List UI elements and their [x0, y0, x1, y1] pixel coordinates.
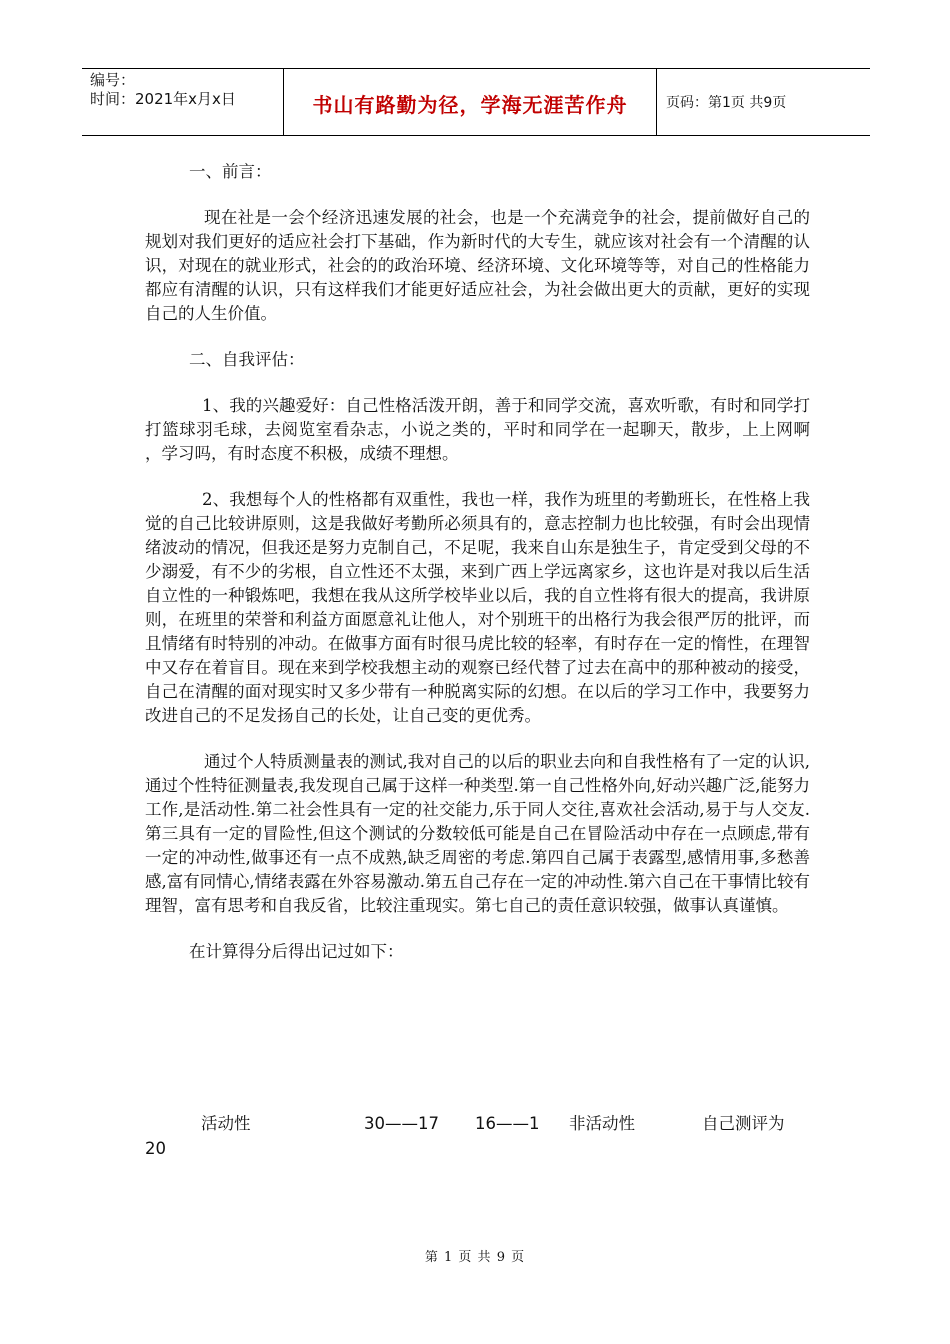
calc-intro: 在计算得分后得出记过如下：: [189, 942, 404, 961]
serial-number-label: 编号：: [90, 71, 136, 89]
interests-paragraph: 1、我的兴趣爱好：自己性格活泼开朗，善于和同学交流，喜欢听歌，有时和同学打打篮球羽毛球，去阅览室看杂志，小说之类的，平时和同学在一起聊天，散步，上上网啊 ，学习吗，有时态度不积极，成绩不理想。: [145, 396, 810, 463]
page-footer: 第 1 页 共 9 页: [424, 1250, 526, 1265]
spacer: [145, 918, 810, 940]
personality-paragraph: 2、我想每个人的性格都有双重性，我也一样，我作为班里的考勤班长，在性格上我觉的自己比较讲原则，这是我做好考勤所必须具有的，意志控制力也比较强，有时会出现情绪波动的情况，但我还是努力克制自己，不足呢，我来自山东是独生子，肯定受到父母的不少溺爱，有不少的劣根，自立性还不太强，来到广西上学远离家乡，这也许是对我以后生活自立性的一种锻炼吧，我想在我从这所学校毕业以后，我的自立性将有很大的提高，我讲原则，在班里的荣誉和利益方面愿意礼让他人，对个别班干的出格行为我会很严厉的批评，而且情绪有时特别的冲动。在做事方面有时很马虎比较的轻率，有时存在一定的惰性，在理智中又存在着盲目。现在来到学校我想主动的观察已经代替了过去在高中的那种被动的接受，自己在清醒的面对现实时又多少带有一种脱离实际的幻想。在以后的学习工作中，我要努力改进自己的不足发扬自己的长处，让自己变的更优秀。: [145, 490, 810, 725]
spacer: [145, 728, 810, 750]
header-table: [82, 68, 870, 136]
document-body: [145, 160, 810, 964]
preface-paragraph: 现在社是一会个经济迅速发展的社会，也是一个充满竞争的社会，提前做好自己的规划对我们更好的适应社会打下基础，作为新时代的大专生，就应该对社会有一个清醒的认识，对现在的就业形式，社会的的政治环境、经济环境、文化环境等等，对自己的性格能力都应有清醒的认识，只有这样我们才能更好适应社会，为社会做出更大的贡献，更好的实现自己的人生价值。: [145, 208, 810, 323]
header-page-number: 页码：第1页 共9页: [666, 95, 787, 111]
spacer: [145, 466, 810, 488]
self-score-value: 20: [145, 1139, 166, 1158]
header-motto: 书山有路勤为径，学海无涯苦作舟: [284, 69, 657, 135]
test-paragraph: 通过个人特质测量表的测试,我对自己的以后的职业去向和自我性格有了一定的认识,通过个性特征测量表,我发现自己属于这样一种类型.第一自己性格外向,好动兴趣广泛,能努力工作,是活动性.第二社会性具有一定的社交能力,乐于同人交往,喜欢社会活动,易于与人交友.第三具有一定的冒险性,但这个测试的分数较低可能是自己在冒险活动中存在一点顾虑,带有一定的冲动性,做事还有一点不成熟,缺乏周密的考虑.第四自己属于表露型,感情用事,多愁善感,富有同情心,情绪表露在外容易激动.第五自己存在一定的冲动性.第六自己在干事情比较有理智，富有思考和自我反省，比较注重现实。第七自己的责任意识较强，做事认真谨慎。: [145, 752, 810, 915]
spacer: [145, 326, 810, 348]
self-score-label: 自己测评为: [702, 1114, 785, 1133]
result-row: [145, 1112, 810, 1136]
spacer: [145, 372, 810, 394]
preface-heading: 一、前言：: [189, 162, 272, 181]
trait-label: 活动性: [201, 1114, 251, 1133]
date-label: 时间：2021年x月x日: [90, 90, 236, 108]
range-low: 16——1: [475, 1114, 540, 1133]
header-meta-cell: [82, 69, 284, 135]
spacer: [145, 184, 810, 206]
range-high: 30——17: [364, 1114, 439, 1133]
opposite-trait-label: 非活动性: [569, 1114, 635, 1133]
self-eval-heading: 二、自我评估：: [189, 350, 305, 369]
